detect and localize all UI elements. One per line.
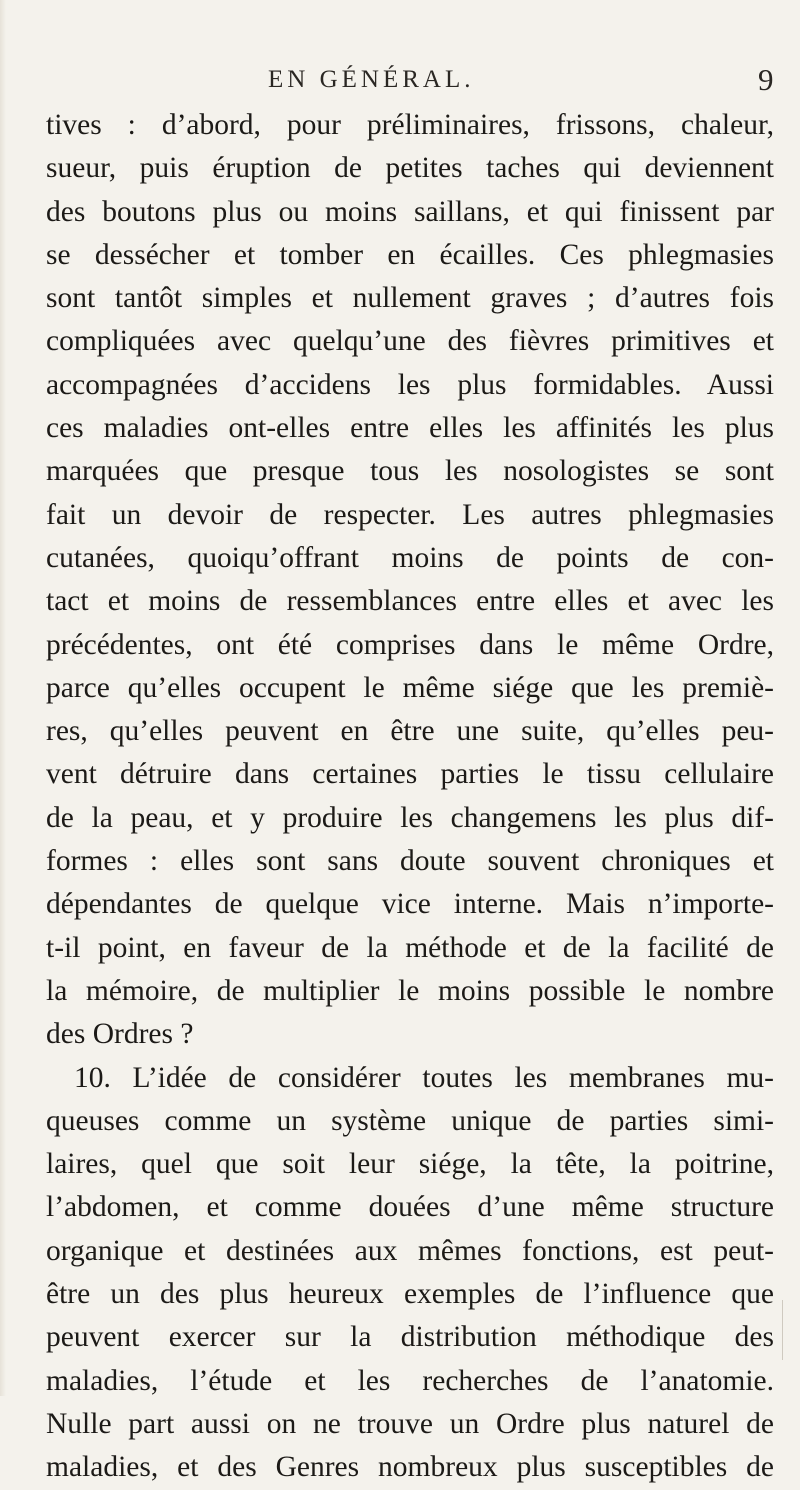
text-line: queuses comme un système unique de parties simi- xyxy=(46,1104,774,1137)
text-line: formes : elles sont sans doute souvent chroniques et xyxy=(46,845,774,878)
text-line: tives : d’abord, pour préliminaires, frissons, chaleur, xyxy=(46,109,774,141)
text-line: vent détruire dans certaines parties le tissu cellulaire xyxy=(46,758,774,791)
text-line: précédentes, ont été comprises dans le même Ordre, xyxy=(46,628,774,661)
text-line: fait un devoir de respecter. Les autres phlegmasies xyxy=(46,498,774,531)
text-line: parce qu’elles occupent le même siége que les premiè- xyxy=(46,671,774,704)
page-number: 9 xyxy=(758,62,774,97)
text-line: dépendantes de quelque vice interne. Mais n’importe- xyxy=(46,888,774,921)
text-line: des boutons plus ou moins saillans, et qui finissent par xyxy=(46,195,774,228)
text-line: organique et destinées aux mêmes fonctions, est peut- xyxy=(46,1234,774,1267)
text-line: se dessécher et tomber en écailles. Ces phlegmasies xyxy=(46,238,774,271)
text-line: accompagnées d’accidens les plus formidables. Aussi xyxy=(46,368,774,401)
text-line: ces maladies ont-elles entre elles les affinités les plus xyxy=(46,412,774,445)
text-line: l’abdomen, et comme douées d’une même structure xyxy=(46,1191,774,1224)
text-line: compliquées avec quelqu’une des fièvres primitives et xyxy=(46,325,774,358)
text-line: sueur, puis éruption de petites taches qui deviennent xyxy=(46,152,774,185)
text-line: tact et moins de ressemblances entre elles et avec les xyxy=(46,585,774,618)
text-line: cutanées, quoiqu’offrant moins de points de con- xyxy=(46,541,774,574)
text-line: marquées que presque tous les nosologistes se sont xyxy=(46,455,774,488)
running-title: EN GÉNÉRAL. xyxy=(268,66,475,93)
page-gutter-shadow xyxy=(0,0,6,1396)
text-line-paragraph-end: des Ordres ? xyxy=(46,1018,194,1051)
text-line: peuvent exercer sur la distribution méthodique des xyxy=(46,1321,774,1354)
text-line: la mémoire, de multiplier le moins possible le nombre xyxy=(46,974,774,1007)
text-line: laires, quel que soit leur siége, la tête, la poitrine, xyxy=(46,1148,774,1181)
text-line: être un des plus heureux exemples de l’influence que xyxy=(46,1278,774,1311)
text-line: maladies, et des Genres nombreux plus susceptibles de xyxy=(46,1451,774,1484)
text-line: maladies, l’étude et les recherches de l’anatomie. xyxy=(46,1364,774,1397)
body-text xyxy=(46,104,774,1490)
text-line: t-il point, en faveur de la méthode et de la facilité de xyxy=(46,931,774,964)
text-line: de la peau, et y produire les changemens les plus dif- xyxy=(46,801,774,834)
margin-pencil-mark xyxy=(782,1300,783,1360)
text-line: sont tantôt simples et nullement graves ; d’autres fois xyxy=(46,282,774,315)
running-head xyxy=(0,62,800,102)
text-line: Nulle part aussi on ne trouve un Ordre plus naturel de xyxy=(46,1407,774,1440)
text-line-paragraph-start: 10. L’idée de considérer toutes les membranes mu- xyxy=(74,1061,774,1094)
text-line: res, qu’elles peuvent en être une suite, qu’elles peu- xyxy=(46,715,774,748)
